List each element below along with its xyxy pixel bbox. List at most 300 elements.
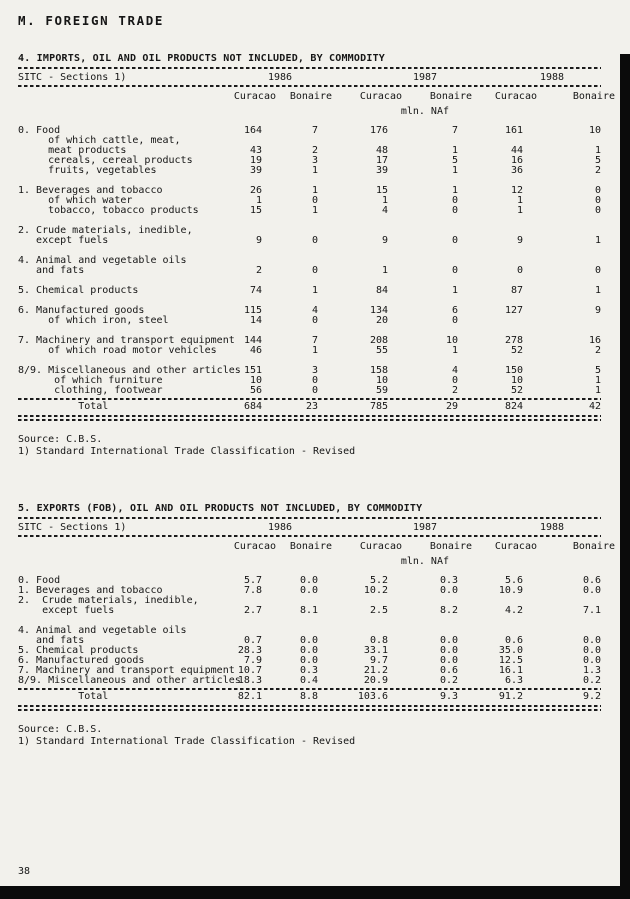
cell-value: 0 [311, 315, 318, 326]
cell-value: 23 [305, 401, 318, 412]
cell-value [388, 296, 458, 306]
cell-value: 10 [445, 335, 458, 346]
row-label: and fats [18, 265, 85, 276]
row-label: except fuels [18, 605, 115, 616]
cell-value [523, 256, 601, 266]
row-label: tobacco, tobacco products [18, 205, 199, 216]
year-label: 1988 [540, 72, 565, 83]
cell-value: 0 [451, 205, 458, 216]
cell-value: 1 [516, 205, 523, 216]
table-row [18, 206, 601, 216]
column-header: Curacao [494, 91, 537, 102]
table-header-years [18, 522, 601, 533]
cell-value: 5.6 [504, 575, 523, 586]
cell-value: 1 [594, 285, 601, 296]
footnote-line: 1) Standard International Trade Classification - Revised [18, 735, 356, 747]
cell-value: 0.0 [299, 575, 318, 586]
cell-value [523, 616, 601, 626]
cell-value [523, 356, 601, 366]
column-header-row [18, 541, 615, 552]
cell-value [458, 256, 523, 266]
row-label: 8/9. Miscellaneous and other articles [18, 365, 241, 376]
column-header: Curacao [233, 91, 276, 102]
cell-value: 158 [369, 365, 388, 376]
table-row [18, 316, 601, 326]
row-label: 7. Machinery and transport equipment [18, 335, 235, 346]
cell-value: 176 [369, 125, 388, 136]
cell-value: 9.3 [439, 691, 458, 702]
cell-value: 4 [311, 305, 318, 316]
cell-value: 0.0 [582, 655, 601, 666]
cell-value: 1 [594, 385, 601, 396]
cell-value [218, 216, 262, 226]
cell-value [388, 226, 458, 236]
cell-value: 0.0 [582, 635, 601, 646]
cell-value [218, 246, 262, 256]
cell-value: 1 [311, 345, 318, 356]
cell-value [388, 616, 458, 626]
row-label: 4. Animal and vegetable oils [18, 255, 187, 266]
cell-value: 91.2 [498, 691, 523, 702]
cell-value: 10.2 [363, 585, 388, 596]
cell-value: 59 [375, 385, 388, 396]
cell-value [523, 216, 601, 226]
cell-value: 0.0 [439, 585, 458, 596]
cell-value: 2 [594, 345, 601, 356]
cell-value: 2.5 [369, 605, 388, 616]
cell-value: 785 [369, 401, 388, 412]
cell-value [388, 246, 458, 256]
table-header-years [18, 72, 601, 83]
row-label: 0. Food [18, 125, 61, 136]
cell-value: 84 [375, 285, 388, 296]
table-title: 5. EXPORTS (FOB), OIL AND OIL PRODUCTS NOT INCLUDED, BY COMMODITY [18, 503, 423, 514]
cell-value: 150 [504, 365, 523, 376]
cell-value: 0 [451, 375, 458, 386]
cell-value: 1 [451, 185, 458, 196]
row-label: of which cattle, meat, [18, 135, 181, 146]
column-header: Bonaire [429, 91, 472, 102]
cell-value: 0 [311, 375, 318, 386]
cell-value: 33.1 [363, 645, 388, 656]
cell-value: 0.2 [582, 675, 601, 686]
cell-value: 151 [243, 365, 262, 376]
cell-value [388, 136, 458, 146]
cell-value [458, 616, 523, 626]
cell-value [262, 246, 318, 256]
source-line: Source: C.B.S. [18, 434, 103, 445]
cell-value: 0 [451, 235, 458, 246]
year-label: 1986 [268, 522, 293, 533]
row-label: except fuels [18, 235, 109, 246]
cell-value [458, 216, 523, 226]
cell-value: 26 [249, 185, 262, 196]
cell-value: 0.8 [369, 635, 388, 646]
row-label: 5. Chemical products [18, 645, 139, 656]
cell-value: 4 [381, 205, 388, 216]
row-label: of which water [18, 195, 133, 206]
column-header: Curacao [359, 541, 402, 552]
cell-value: 0.0 [299, 635, 318, 646]
cell-value: 10 [249, 375, 262, 386]
table-row [18, 386, 601, 396]
cell-value: 1 [451, 285, 458, 296]
sitc-label: SITC - Sections 1) [18, 72, 127, 83]
cell-value [523, 246, 601, 256]
cell-value: 21.2 [363, 665, 388, 676]
cell-value: 7 [451, 125, 458, 136]
scan-edge-right [620, 54, 630, 899]
cell-value: 5.2 [369, 575, 388, 586]
cell-value: 0.6 [504, 635, 523, 646]
cell-value: 1 [594, 145, 601, 156]
table-row [18, 236, 601, 246]
cell-value: 4.2 [504, 605, 523, 616]
row-label: 2. Crude materials, inedible, [18, 225, 193, 236]
cell-value: 5 [451, 155, 458, 166]
cell-value: 0 [594, 185, 601, 196]
cell-value [262, 326, 318, 336]
cell-value [262, 176, 318, 186]
cell-value: 87 [510, 285, 523, 296]
cell-value: 2 [594, 165, 601, 176]
cell-value: 20 [375, 315, 388, 326]
cell-value: 684 [243, 401, 262, 412]
cell-value [318, 216, 388, 226]
divider [18, 688, 601, 690]
cell-value [262, 356, 318, 366]
cell-value: 0.0 [299, 655, 318, 666]
table-body [18, 126, 601, 396]
cell-value [262, 616, 318, 626]
column-header: Bonaire [572, 541, 615, 552]
cell-value: 0.6 [439, 665, 458, 676]
cell-value: 164 [243, 125, 262, 136]
cell-value: 161 [504, 125, 523, 136]
exports-table [18, 503, 615, 747]
cell-value [458, 246, 523, 256]
cell-value: 0.0 [439, 635, 458, 646]
cell-value [388, 276, 458, 286]
cell-value: 39 [249, 165, 262, 176]
cell-value [262, 256, 318, 266]
row-label: of which iron, steel [18, 315, 169, 326]
cell-value: 39 [375, 165, 388, 176]
cell-value: 9.7 [369, 655, 388, 666]
cell-value [262, 216, 318, 226]
divider [18, 67, 601, 69]
cell-value: 36 [510, 165, 523, 176]
row-label: of which road motor vehicles [18, 345, 217, 356]
row-label: 6. Manufactured goods [18, 655, 145, 666]
row-label: Total [18, 691, 109, 702]
cell-value: 55 [375, 345, 388, 356]
cell-value: 7.1 [582, 605, 601, 616]
cell-value [523, 296, 601, 306]
cell-value: 0.0 [299, 585, 318, 596]
cell-value: 0 [451, 265, 458, 276]
sitc-label: SITC - Sections 1) [18, 522, 127, 533]
cell-value: 4 [451, 365, 458, 376]
cell-value: 1 [255, 195, 262, 206]
cell-value: 12.5 [498, 655, 523, 666]
cell-value: 35.0 [498, 645, 523, 656]
cell-value [458, 316, 523, 326]
cell-value: 74 [249, 285, 262, 296]
row-label: 1. Beverages and tobacco [18, 185, 163, 196]
cell-value: 1 [451, 345, 458, 356]
table-row [18, 676, 601, 686]
cell-value: 1 [311, 185, 318, 196]
unit-row [18, 556, 601, 567]
cell-value: 20.9 [363, 675, 388, 686]
cell-value: 208 [369, 335, 388, 346]
column-header: Bonaire [572, 91, 615, 102]
cell-value: 1 [381, 265, 388, 276]
cell-value: 144 [243, 335, 262, 346]
cell-value: 1 [451, 165, 458, 176]
source-line: Source: C.B.S. [18, 724, 103, 735]
cell-value [262, 226, 318, 236]
divider [18, 398, 601, 400]
column-header: Bonaire [289, 91, 332, 102]
cell-value: 5.7 [243, 575, 262, 586]
divider [18, 535, 601, 537]
cell-value: 1 [594, 375, 601, 386]
cell-value [388, 256, 458, 266]
cell-value: 8.8 [299, 691, 318, 702]
cell-value: 6 [451, 305, 458, 316]
row-label: 2. Crude materials, inedible, [18, 595, 199, 606]
cell-value: 0.0 [299, 645, 318, 656]
divider [18, 85, 601, 87]
row-label: 8/9. Miscellaneous and other articles [18, 675, 241, 686]
row-label: clothing, footwear [18, 385, 163, 396]
cell-value: 52 [510, 385, 523, 396]
table-row [18, 166, 601, 176]
cell-value [318, 256, 388, 266]
cell-value: 0 [451, 315, 458, 326]
cell-value: 0.0 [582, 585, 601, 596]
cell-value: 15 [249, 205, 262, 216]
cell-value [523, 276, 601, 286]
divider [18, 517, 601, 519]
cell-value: 1 [381, 195, 388, 206]
year-label: 1987 [413, 522, 438, 533]
cell-value: 1 [451, 145, 458, 156]
column-header: Curacao [494, 541, 537, 552]
table-row [18, 286, 601, 296]
cell-value [523, 316, 601, 326]
cell-value: 18.3 [237, 675, 262, 686]
cell-value: 0.4 [299, 675, 318, 686]
row-label: fruits, vegetables [18, 165, 157, 176]
cell-value: 7 [311, 335, 318, 346]
cell-value [523, 136, 601, 146]
double-divider [18, 415, 601, 422]
cell-value [523, 226, 601, 236]
cell-value: 9 [381, 235, 388, 246]
row-label: and fats [18, 635, 85, 646]
cell-value: 16.1 [498, 665, 523, 676]
cell-value: 7.9 [243, 655, 262, 666]
cell-value: 824 [504, 401, 523, 412]
cell-value: 115 [243, 305, 262, 316]
cell-value: 0 [311, 235, 318, 246]
cell-value: 1 [594, 235, 601, 246]
cell-value: 0.3 [439, 575, 458, 586]
cell-value: 134 [369, 305, 388, 316]
cell-value: 48 [375, 145, 388, 156]
cell-value: 56 [249, 385, 262, 396]
cell-value: 12 [510, 185, 523, 196]
imports-table [18, 53, 615, 457]
unit-label: mln. NAf [400, 106, 449, 117]
cell-value [262, 136, 318, 146]
year-label: 1987 [413, 72, 438, 83]
cell-value: 28.3 [237, 645, 262, 656]
cell-value: 0.0 [582, 645, 601, 656]
cell-value: 16 [588, 335, 601, 346]
column-header: Bonaire [429, 541, 472, 552]
cell-value: 1 [311, 285, 318, 296]
cell-value: 0.7 [243, 635, 262, 646]
cell-value: 42 [588, 401, 601, 412]
column-header-row [18, 91, 615, 102]
cell-value: 1 [311, 205, 318, 216]
page-number: 38 [18, 866, 31, 877]
cell-value: 3 [311, 365, 318, 376]
cell-value: 52 [510, 345, 523, 356]
cell-value: 43 [249, 145, 262, 156]
cell-value [318, 616, 388, 626]
cell-value: 0.3 [299, 665, 318, 676]
cell-value: 1.3 [582, 665, 601, 676]
cell-value: 0 [451, 195, 458, 206]
cell-value: 5 [594, 155, 601, 166]
cell-value: 1 [516, 195, 523, 206]
cell-value: 2 [451, 385, 458, 396]
cell-value [318, 246, 388, 256]
cell-value: 278 [504, 335, 523, 346]
year-label: 1986 [268, 72, 293, 83]
cell-value: 9 [255, 235, 262, 246]
cell-value: 0 [594, 265, 601, 276]
table-total-row [18, 402, 601, 412]
cell-value: 2 [255, 265, 262, 276]
cell-value: 3 [311, 155, 318, 166]
row-label: of which furniture [18, 375, 163, 386]
table-row [18, 346, 601, 356]
cell-value: 6.3 [504, 675, 523, 686]
cell-value: 9.2 [582, 691, 601, 702]
cell-value: 14 [249, 315, 262, 326]
footnote-line: 1) Standard International Trade Classification - Revised [18, 445, 356, 457]
cell-value [388, 216, 458, 226]
total-row [18, 692, 601, 702]
cell-value: 44 [510, 145, 523, 156]
table-row-spacer [18, 256, 601, 266]
double-divider [18, 705, 601, 712]
cell-value: 0.2 [439, 675, 458, 686]
cell-value [523, 176, 601, 186]
total-row [18, 402, 601, 412]
cell-value: 2.7 [243, 605, 262, 616]
cell-value: 7.8 [243, 585, 262, 596]
cell-value: 0 [594, 205, 601, 216]
row-label: 4. Animal and vegetable oils [18, 625, 187, 636]
row-label: meat products [18, 145, 127, 156]
cell-value: 7 [311, 125, 318, 136]
row-label: 7. Machinery and transport equipment [18, 665, 235, 676]
cell-value: 10 [588, 125, 601, 136]
cell-value: 17 [375, 155, 388, 166]
cell-value: 0.0 [439, 645, 458, 656]
year-label: 1988 [540, 522, 565, 533]
cell-value [388, 176, 458, 186]
cell-value [262, 296, 318, 306]
cell-value: 16 [510, 155, 523, 166]
row-label: Total [18, 401, 109, 412]
row-label: 1. Beverages and tobacco [18, 585, 163, 596]
cell-value: 0 [311, 265, 318, 276]
cell-value: 0 [311, 385, 318, 396]
unit-label: mln. NAf [400, 556, 449, 567]
cell-value: 127 [504, 305, 523, 316]
cell-value: 9 [594, 305, 601, 316]
row-label: 0. Food [18, 575, 61, 586]
cell-value [262, 276, 318, 286]
table-row [18, 606, 601, 616]
cell-value: 0.0 [439, 655, 458, 666]
cell-value: 10.7 [237, 665, 262, 676]
cell-value: 82.1 [237, 691, 262, 702]
cell-value: 0 [516, 265, 523, 276]
cell-value: 8.2 [439, 605, 458, 616]
table-title: 4. IMPORTS, OIL AND OIL PRODUCTS NOT INCLUDED, BY COMMODITY [18, 53, 386, 64]
row-label: cereals, cereal products [18, 155, 193, 166]
cell-value: 103.6 [357, 691, 388, 702]
cell-value: 19 [249, 155, 262, 166]
cell-value: 1 [311, 165, 318, 176]
cell-value: 0 [594, 195, 601, 206]
cell-value: 10 [510, 375, 523, 386]
cell-value: 15 [375, 185, 388, 196]
cell-value [218, 616, 262, 626]
cell-value: 10.9 [498, 585, 523, 596]
table-row [18, 266, 601, 276]
cell-value: 2 [311, 145, 318, 156]
cell-value [388, 356, 458, 366]
spacer [18, 457, 601, 503]
cell-value: 0 [311, 195, 318, 206]
column-header: Bonaire [289, 541, 332, 552]
table-body [18, 576, 601, 686]
table-total-row [18, 692, 601, 702]
cell-value: 5 [594, 365, 601, 376]
scan-edge-bottom [0, 886, 630, 899]
column-header: Curacao [359, 91, 402, 102]
unit-row [18, 106, 601, 117]
cell-value: 46 [249, 345, 262, 356]
cell-value [318, 226, 388, 236]
row-label: 6. Manufactured goods [18, 305, 145, 316]
cell-value: 29 [445, 401, 458, 412]
cell-value [458, 226, 523, 236]
cell-value: 10 [375, 375, 388, 386]
cell-value: 0.6 [582, 575, 601, 586]
cell-value: 9 [516, 235, 523, 246]
